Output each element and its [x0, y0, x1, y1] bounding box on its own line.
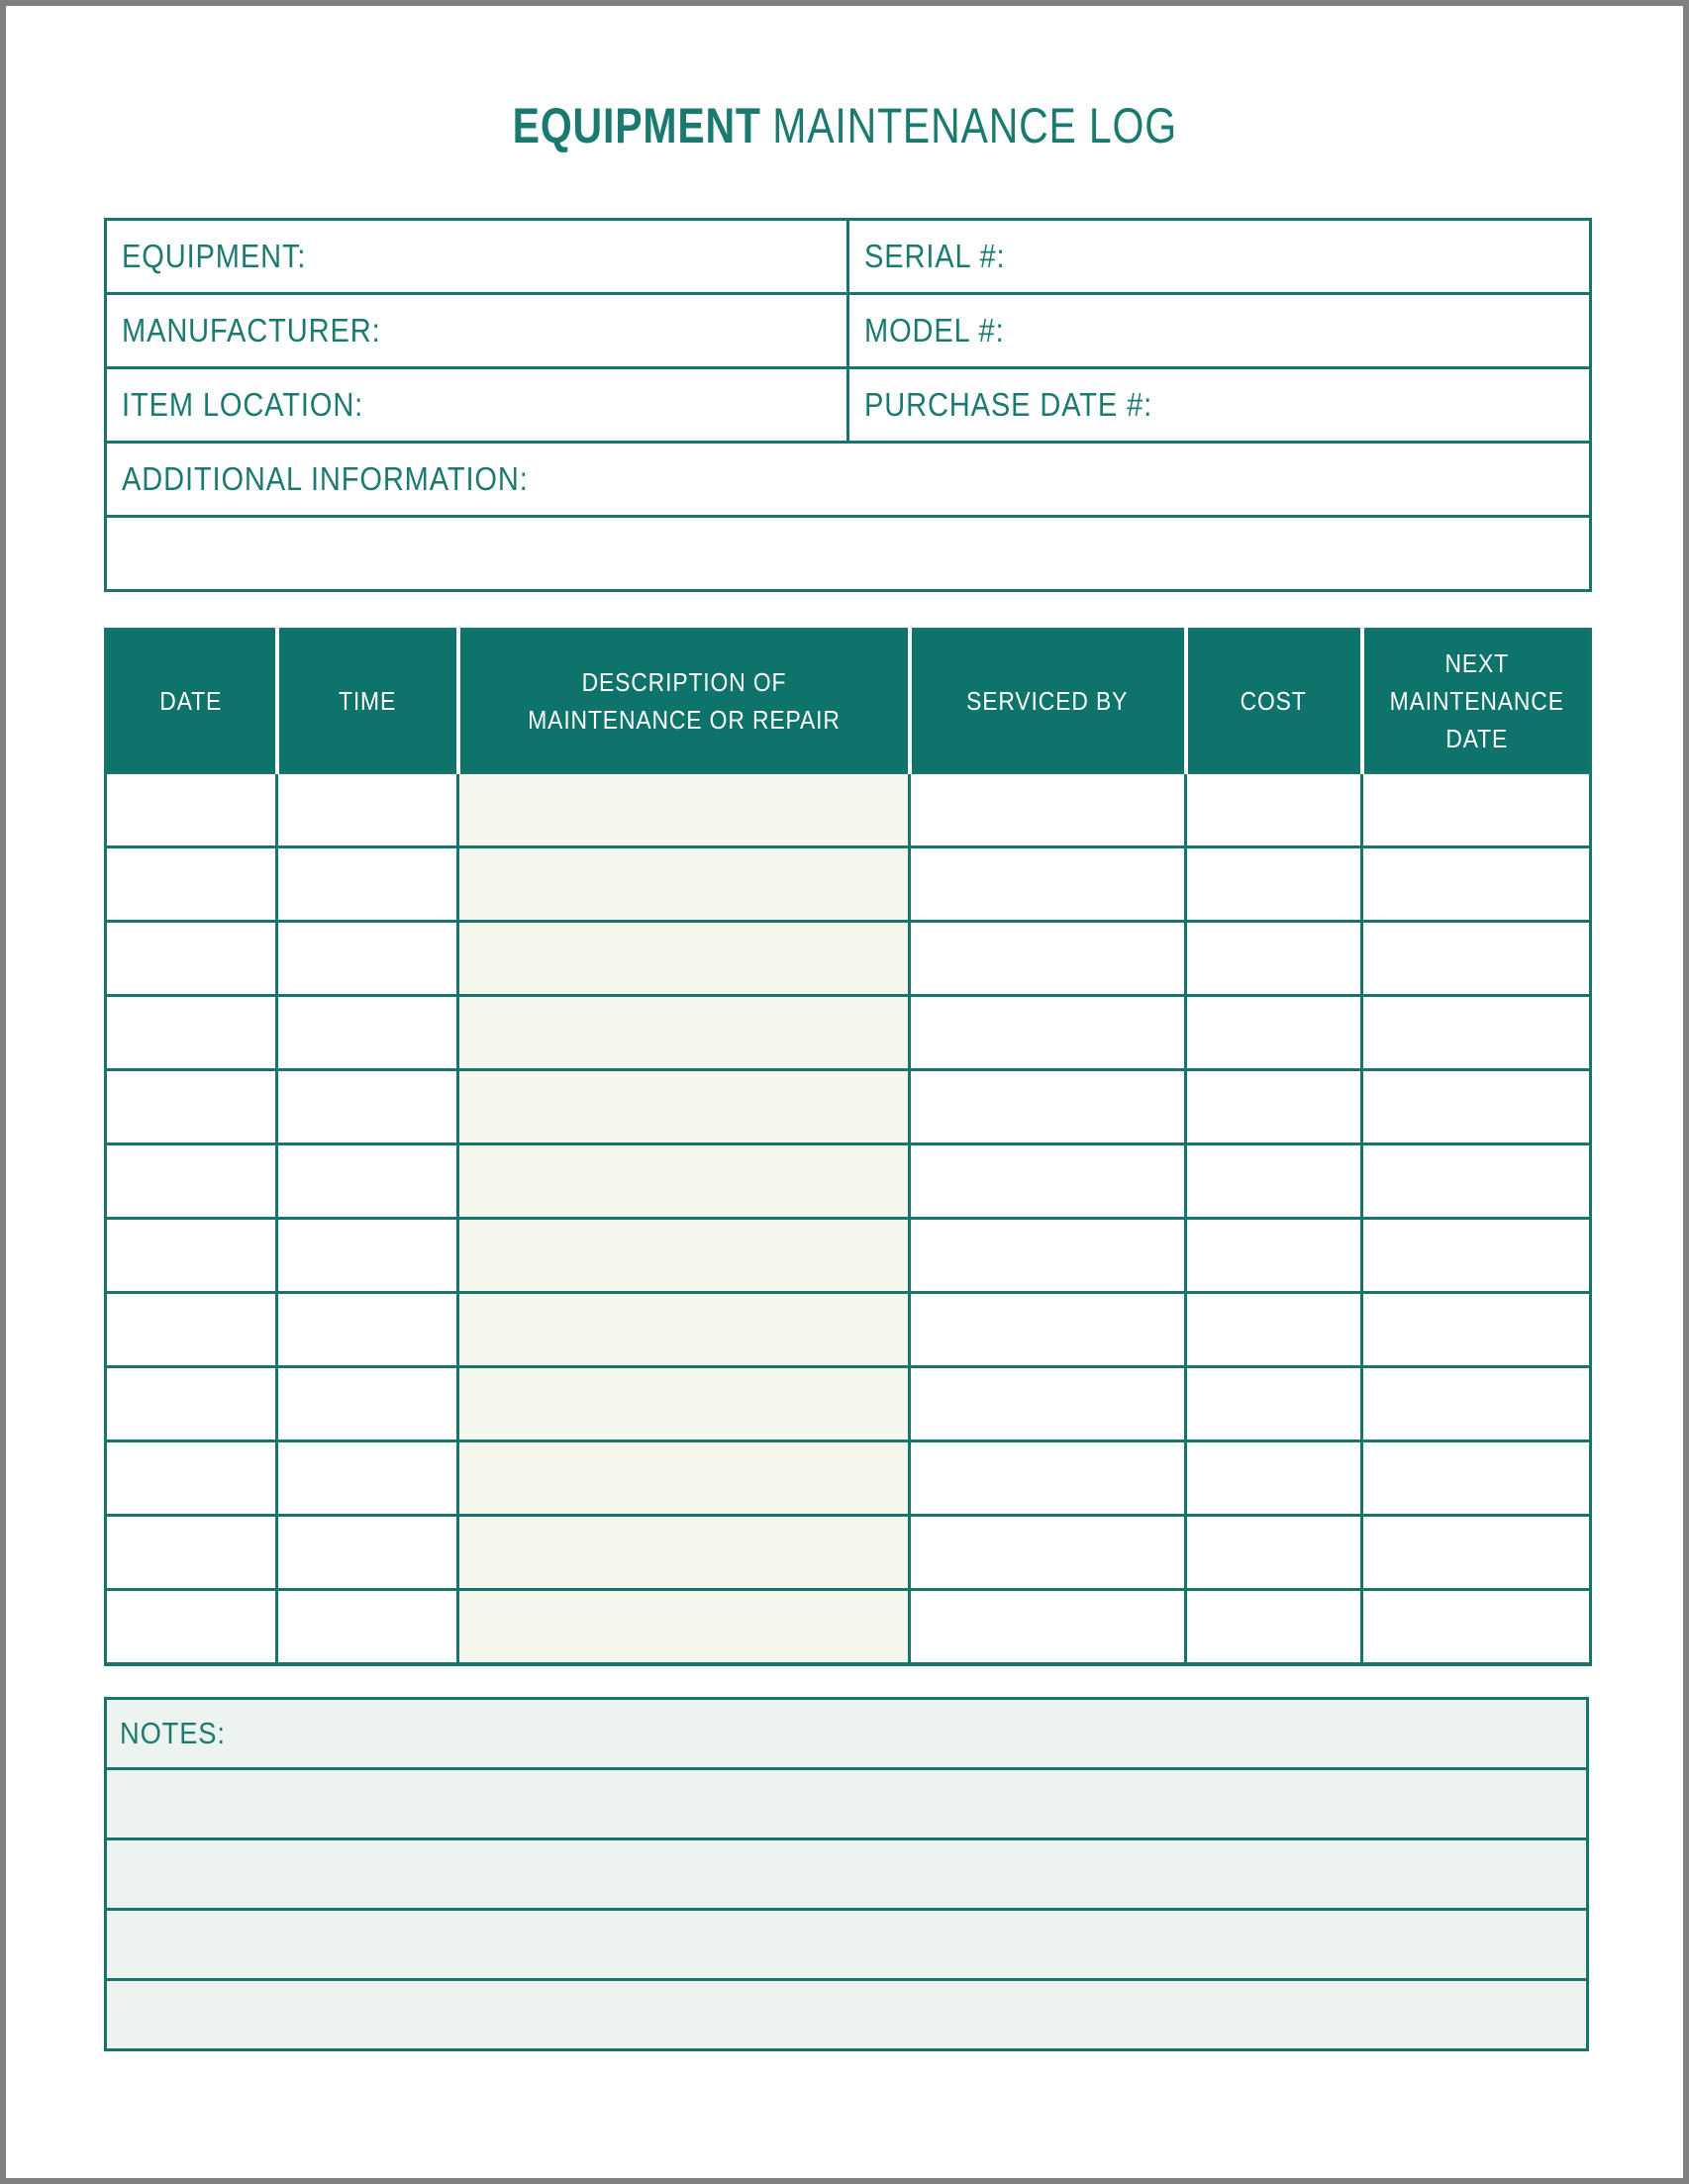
log-cell-next-maintenance-date-row-6[interactable]: [1362, 1144, 1591, 1219]
log-cell-time-row-2[interactable]: [277, 847, 458, 922]
log-cell-cost-row-6[interactable]: [1186, 1144, 1362, 1219]
log-row-10: [106, 1441, 1591, 1516]
log-cell-serviced-by-row-4[interactable]: [910, 996, 1186, 1070]
notes-label-row: [106, 1699, 1588, 1769]
log-row-3: [106, 922, 1591, 996]
purchase-date-label: PURCHASE DATE #:: [864, 386, 1153, 423]
purchase-date-field[interactable]: [848, 368, 1591, 443]
log-cell-date-row-8[interactable]: [106, 1293, 277, 1367]
log-row-8: [106, 1293, 1591, 1367]
info-row-additional: [106, 443, 1591, 517]
log-cell-date-row-4[interactable]: [106, 996, 277, 1070]
equipment-label: EQUIPMENT:: [122, 238, 307, 274]
log-cell-time-row-10[interactable]: [277, 1441, 458, 1516]
log-header-row: [106, 630, 1591, 773]
log-column-header-time-text: TIME: [338, 686, 397, 716]
notes-line-3-field[interactable]: [106, 1910, 1588, 1980]
log-row-4: [106, 996, 1591, 1070]
log-cell-description-of-maintenance-or-repair-row-8[interactable]: [458, 1293, 910, 1367]
log-column-header-description-of-maintenance-or-repair: [458, 630, 910, 773]
log-cell-date-row-3[interactable]: [106, 922, 277, 996]
notes-line-2: [106, 1839, 1588, 1910]
serial-label: SERIAL #:: [864, 238, 1006, 274]
log-row-12: [106, 1590, 1591, 1664]
log-cell-next-maintenance-date-row-5[interactable]: [1362, 1070, 1591, 1144]
log-column-header-cost-text: COST: [1240, 686, 1308, 716]
log-cell-time-row-3[interactable]: [277, 922, 458, 996]
log-cell-next-maintenance-date-row-11[interactable]: [1362, 1516, 1591, 1590]
log-column-header-date-text: DATE: [159, 686, 223, 716]
log-cell-serviced-by-row-6[interactable]: [910, 1144, 1186, 1219]
maintenance-log-table: [104, 628, 1592, 1666]
notes-line-2-field[interactable]: [106, 1839, 1588, 1910]
log-cell-cost-row-8[interactable]: [1186, 1293, 1362, 1367]
log-cell-serviced-by-row-2[interactable]: [910, 847, 1186, 922]
log-row-9: [106, 1367, 1591, 1441]
log-cell-description-of-maintenance-or-repair-row-2[interactable]: [458, 847, 910, 922]
log-cell-date-row-11[interactable]: [106, 1516, 277, 1590]
additional-information-label: ADDITIONAL INFORMATION:: [122, 460, 529, 497]
notes-line-4-field[interactable]: [106, 1980, 1588, 2050]
log-row-2: [106, 847, 1591, 922]
log-cell-next-maintenance-date-row-2[interactable]: [1362, 847, 1591, 922]
log-cell-serviced-by-row-9[interactable]: [910, 1367, 1186, 1441]
log-cell-date-row-10[interactable]: [106, 1441, 277, 1516]
item-location-label: ITEM LOCATION:: [122, 386, 364, 423]
log-row-1: [106, 773, 1591, 847]
log-column-header-serviced-by-text: SERVICED BY: [966, 686, 1129, 716]
log-cell-time-row-6[interactable]: [277, 1144, 458, 1219]
log-column-header-next-maintenance-date: [1362, 630, 1591, 773]
log-cell-time-row-8[interactable]: [277, 1293, 458, 1367]
log-cell-description-of-maintenance-or-repair-row-11[interactable]: [458, 1516, 910, 1590]
log-cell-cost-row-9[interactable]: [1186, 1367, 1362, 1441]
log-cell-next-maintenance-date-row-12[interactable]: [1362, 1590, 1591, 1664]
log-column-header-time: [277, 630, 458, 773]
log-column-header-date: [106, 630, 277, 773]
log-column-header-serviced-by: [910, 630, 1186, 773]
log-cell-date-row-1[interactable]: [106, 773, 277, 847]
notes-line-1: [106, 1769, 1588, 1839]
notes-label: NOTES:: [120, 1716, 226, 1750]
log-cell-next-maintenance-date-row-9[interactable]: [1362, 1367, 1591, 1441]
notes-body: [106, 1699, 1588, 2050]
log-cell-cost-row-3[interactable]: [1186, 922, 1362, 996]
info-row: [106, 368, 1591, 443]
log-cell-cost-row-4[interactable]: [1186, 996, 1362, 1070]
log-column-header-cost: [1186, 630, 1362, 773]
log-cell-description-of-maintenance-or-repair-row-9[interactable]: [458, 1367, 910, 1441]
log-cell-serviced-by-row-8[interactable]: [910, 1293, 1186, 1367]
equipment-info-table: [104, 218, 1592, 592]
notes-line-4: [106, 1980, 1588, 2050]
equipment-field[interactable]: [106, 220, 848, 294]
log-row-6: [106, 1144, 1591, 1219]
log-cell-time-row-1[interactable]: [277, 773, 458, 847]
log-cell-next-maintenance-date-row-10[interactable]: [1362, 1441, 1591, 1516]
log-cell-time-row-12[interactable]: [277, 1590, 458, 1664]
log-cell-time-row-11[interactable]: [277, 1516, 458, 1590]
log-cell-description-of-maintenance-or-repair-row-5[interactable]: [458, 1070, 910, 1144]
log-cell-date-row-7[interactable]: [106, 1219, 277, 1293]
notes-field[interactable]: [106, 1699, 1588, 1769]
info-table-body: [106, 220, 1591, 591]
info-row: [106, 220, 1591, 294]
model-field[interactable]: [848, 294, 1591, 368]
page-title-rest: MAINTENANCE LOG: [771, 98, 1177, 153]
notes-line-3: [106, 1910, 1588, 1980]
log-cell-date-row-9[interactable]: [106, 1367, 277, 1441]
page-title: [6, 97, 1683, 154]
log-cell-serviced-by-row-3[interactable]: [910, 922, 1186, 996]
log-cell-next-maintenance-date-row-8[interactable]: [1362, 1293, 1591, 1367]
log-column-header-next-maintenance-date-text: NEXT MAINTENANCE DATE: [1389, 648, 1564, 753]
log-cell-description-of-maintenance-or-repair-row-6[interactable]: [458, 1144, 910, 1219]
log-cell-serviced-by-row-1[interactable]: [910, 773, 1186, 847]
log-cell-description-of-maintenance-or-repair-row-3[interactable]: [458, 922, 910, 996]
log-cell-time-row-9[interactable]: [277, 1367, 458, 1441]
notes-line-1-field[interactable]: [106, 1769, 1588, 1839]
log-cell-next-maintenance-date-row-3[interactable]: [1362, 922, 1591, 996]
log-cell-time-row-4[interactable]: [277, 996, 458, 1070]
log-cell-cost-row-7[interactable]: [1186, 1219, 1362, 1293]
log-row-7: [106, 1219, 1591, 1293]
log-cell-cost-row-11[interactable]: [1186, 1516, 1362, 1590]
log-cell-description-of-maintenance-or-repair-row-7[interactable]: [458, 1219, 910, 1293]
log-cell-cost-row-12[interactable]: [1186, 1590, 1362, 1664]
additional-information-blank-field[interactable]: [106, 517, 1591, 591]
log-cell-serviced-by-row-7[interactable]: [910, 1219, 1186, 1293]
log-cell-description-of-maintenance-or-repair-row-4[interactable]: [458, 996, 910, 1070]
model-label: MODEL #:: [864, 312, 1005, 348]
log-cell-serviced-by-row-10[interactable]: [910, 1441, 1186, 1516]
info-row-blank: [106, 517, 1591, 591]
log-cell-cost-row-10[interactable]: [1186, 1441, 1362, 1516]
log-cell-serviced-by-row-12[interactable]: [910, 1590, 1186, 1664]
log-cell-time-row-7[interactable]: [277, 1219, 458, 1293]
log-cell-cost-row-1[interactable]: [1186, 773, 1362, 847]
log-cell-description-of-maintenance-or-repair-row-10[interactable]: [458, 1441, 910, 1516]
manufacturer-field[interactable]: [106, 294, 848, 368]
page-title-emphasis: EQUIPMENT: [512, 98, 761, 153]
page-title-text: [512, 97, 1176, 154]
log-column-header-description-of-maintenance-or-repair-text: DESCRIPTION OF MAINTENANCE OR REPAIR: [527, 667, 841, 735]
log-cell-date-row-12[interactable]: [106, 1590, 277, 1664]
serial-field[interactable]: [848, 220, 1591, 294]
info-row: [106, 294, 1591, 368]
log-cell-date-row-2[interactable]: [106, 847, 277, 922]
log-cell-next-maintenance-date-row-1[interactable]: [1362, 773, 1591, 847]
log-cell-date-row-5[interactable]: [106, 1070, 277, 1144]
notes-section: [104, 1697, 1589, 2051]
item-location-field[interactable]: [106, 368, 848, 443]
log-cell-cost-row-2[interactable]: [1186, 847, 1362, 922]
log-cell-date-row-6[interactable]: [106, 1144, 277, 1219]
log-cell-next-maintenance-date-row-7[interactable]: [1362, 1219, 1591, 1293]
log-cell-time-row-5[interactable]: [277, 1070, 458, 1144]
log-cell-description-of-maintenance-or-repair-row-1[interactable]: [458, 773, 910, 847]
log-row-11: [106, 1516, 1591, 1590]
manufacturer-label: MANUFACTURER:: [122, 312, 381, 348]
log-table-body: [106, 773, 1591, 1664]
log-cell-cost-row-5[interactable]: [1186, 1070, 1362, 1144]
additional-information-field[interactable]: [106, 443, 1591, 517]
log-cell-description-of-maintenance-or-repair-row-12[interactable]: [458, 1590, 910, 1664]
log-cell-serviced-by-row-5[interactable]: [910, 1070, 1186, 1144]
log-cell-serviced-by-row-11[interactable]: [910, 1516, 1186, 1590]
log-row-5: [106, 1070, 1591, 1144]
log-cell-next-maintenance-date-row-4[interactable]: [1362, 996, 1591, 1070]
